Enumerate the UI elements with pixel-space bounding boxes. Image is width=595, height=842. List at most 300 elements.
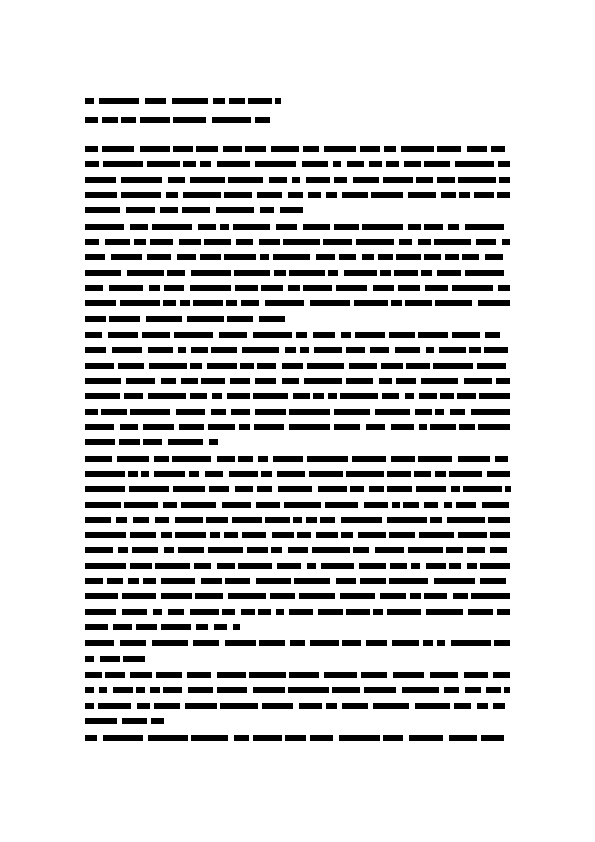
text-word-block	[352, 456, 386, 462]
text-word-block	[153, 609, 162, 615]
paragraph-line	[85, 687, 510, 694]
text-word-block	[477, 363, 506, 369]
text-word-block	[342, 703, 368, 709]
text-word-block	[220, 224, 229, 230]
text-word-block	[85, 563, 126, 569]
text-word-block	[426, 563, 446, 569]
text-word-block	[325, 502, 358, 508]
text-word-block	[85, 424, 114, 430]
text-word-block	[340, 593, 375, 599]
text-word-block	[290, 640, 305, 646]
text-word-block	[190, 285, 231, 291]
text-word-block	[257, 363, 276, 369]
text-word-block	[465, 224, 504, 230]
text-word-block	[387, 471, 411, 477]
text-word-block	[164, 285, 184, 291]
text-word-block	[276, 224, 297, 230]
text-word-block	[336, 285, 367, 291]
text-word-block	[85, 578, 103, 584]
text-word-block	[362, 254, 374, 260]
text-word-block	[103, 161, 143, 167]
text-word-block	[124, 502, 158, 508]
text-word-block	[149, 285, 160, 291]
text-word-block	[410, 593, 421, 599]
text-word-block	[140, 117, 170, 123]
text-word-block	[451, 640, 491, 646]
text-word-block	[424, 254, 441, 260]
text-word-block	[350, 486, 364, 492]
text-word-block	[328, 270, 338, 276]
text-word-block	[419, 424, 427, 430]
text-word-block	[217, 687, 247, 693]
text-word-block	[464, 672, 488, 678]
text-word-block	[421, 378, 458, 384]
text-word-block	[187, 316, 224, 322]
text-word-block	[227, 393, 250, 399]
text-word-block	[248, 98, 272, 104]
text-word-block	[289, 672, 319, 678]
text-word-block	[151, 718, 164, 724]
text-word-block	[191, 347, 208, 353]
text-word-block	[478, 300, 510, 306]
text-word-block	[389, 332, 415, 338]
text-word-block	[226, 300, 237, 306]
text-word-block	[361, 672, 387, 678]
text-word-block	[209, 439, 218, 445]
text-word-block	[288, 547, 308, 553]
paragraph-line	[85, 207, 303, 214]
text-word-block	[85, 593, 118, 599]
text-word-block	[181, 502, 216, 508]
text-word-block	[288, 687, 329, 693]
text-word-block	[485, 254, 503, 260]
text-word-block	[256, 502, 280, 508]
text-word-block	[85, 146, 98, 152]
text-word-block	[259, 640, 285, 646]
paragraph-line	[85, 532, 510, 539]
text-word-block	[201, 378, 225, 384]
text-word-block	[449, 471, 482, 477]
text-word-block	[173, 146, 193, 152]
text-word-block	[122, 593, 156, 599]
text-word-block	[124, 393, 143, 399]
text-word-block	[324, 146, 356, 152]
text-word-block	[204, 239, 231, 245]
text-word-block	[217, 672, 246, 678]
text-word-block	[183, 161, 196, 167]
text-word-block	[145, 98, 166, 104]
text-word-block	[478, 424, 510, 430]
text-word-block	[195, 593, 223, 599]
text-word-block	[347, 161, 364, 167]
text-word-block	[98, 703, 131, 709]
text-word-block	[324, 672, 357, 678]
text-word-block	[419, 393, 437, 399]
text-word-block	[423, 640, 433, 646]
text-word-block	[424, 502, 438, 508]
text-word-block	[85, 687, 94, 693]
text-word-block	[269, 177, 287, 183]
text-word-block	[288, 192, 303, 198]
paragraph-line	[85, 609, 510, 616]
text-word-block	[136, 687, 145, 693]
text-word-block	[161, 593, 192, 599]
text-word-block	[444, 687, 459, 693]
text-word-block	[491, 146, 505, 152]
paragraph-line	[85, 378, 510, 385]
text-word-block	[326, 192, 337, 198]
text-word-block	[216, 207, 254, 213]
text-word-block	[196, 146, 218, 152]
text-word-block	[497, 609, 510, 615]
text-word-block	[85, 624, 108, 630]
text-word-block	[493, 672, 510, 678]
text-word-block	[173, 486, 205, 492]
text-word-block	[292, 177, 300, 183]
text-word-block	[109, 316, 140, 322]
text-word-block	[193, 300, 223, 306]
paragraph-line	[85, 456, 510, 463]
text-word-block	[280, 207, 303, 213]
text-word-block	[255, 378, 276, 384]
text-word-block	[255, 409, 286, 415]
text-word-block	[163, 687, 182, 693]
text-word-block	[490, 532, 510, 538]
text-word-block	[142, 332, 170, 338]
text-word-block	[434, 239, 471, 245]
text-word-block	[354, 300, 388, 306]
text-word-block	[371, 192, 403, 198]
paragraph-line	[85, 316, 285, 323]
text-word-block	[488, 517, 510, 523]
text-word-block	[155, 517, 169, 523]
text-word-block	[150, 687, 160, 693]
text-word-block	[375, 547, 404, 553]
text-word-block	[265, 517, 290, 523]
text-word-block	[391, 300, 402, 306]
text-word-block	[307, 456, 348, 462]
text-word-block	[299, 703, 322, 709]
text-word-block	[257, 192, 282, 198]
text-word-block	[147, 254, 171, 260]
header-line	[85, 117, 270, 124]
text-word-block	[418, 456, 452, 462]
text-word-block	[85, 640, 114, 646]
text-word-block	[188, 687, 213, 693]
text-word-block	[289, 270, 325, 276]
text-word-block	[172, 456, 211, 462]
text-word-block	[310, 735, 333, 741]
text-word-block	[164, 547, 174, 553]
text-word-block	[284, 502, 321, 508]
text-word-block	[85, 332, 102, 338]
text-word-block	[452, 285, 493, 291]
text-word-block	[418, 239, 431, 245]
text-word-block	[149, 363, 187, 369]
text-word-block	[234, 270, 270, 276]
text-word-block	[482, 502, 509, 508]
text-word-block	[143, 424, 174, 430]
text-word-block	[396, 378, 416, 384]
text-word-block	[247, 547, 268, 553]
paragraph-line	[85, 254, 510, 261]
text-word-block	[111, 254, 142, 260]
text-word-block	[434, 578, 475, 584]
text-word-block	[102, 117, 118, 123]
text-word-block	[85, 456, 112, 462]
text-word-block	[378, 254, 393, 260]
text-word-block	[277, 471, 305, 477]
text-word-block	[339, 735, 380, 741]
text-word-block	[219, 332, 247, 338]
text-word-block	[471, 593, 510, 599]
text-word-block	[430, 672, 458, 678]
text-word-block	[339, 254, 356, 260]
text-word-block	[282, 363, 303, 369]
text-word-block	[224, 254, 256, 260]
text-word-block	[349, 363, 377, 369]
text-word-block	[360, 578, 386, 584]
text-word-block	[128, 471, 138, 477]
text-word-block	[273, 456, 303, 462]
text-word-block	[307, 563, 316, 569]
text-word-block	[132, 547, 158, 553]
text-word-block	[321, 563, 354, 569]
text-word-block	[393, 672, 424, 678]
text-word-block	[217, 456, 235, 462]
text-word-block	[454, 703, 471, 709]
text-word-block	[85, 239, 99, 245]
text-word-block	[399, 239, 412, 245]
text-word-block	[99, 687, 107, 693]
text-word-block	[408, 547, 443, 553]
text-word-block	[416, 486, 446, 492]
text-word-block	[239, 424, 250, 430]
text-word-block	[179, 424, 204, 430]
text-word-block	[312, 547, 350, 553]
text-word-block	[505, 486, 511, 492]
text-word-block	[229, 98, 245, 104]
paragraph-line	[85, 640, 510, 647]
text-word-block	[449, 735, 477, 741]
text-word-block	[187, 672, 211, 678]
text-word-block	[256, 578, 291, 584]
text-word-block	[405, 300, 432, 306]
paragraph-line	[85, 332, 510, 339]
text-word-block	[196, 624, 208, 630]
paragraph-line	[85, 300, 510, 307]
text-word-block	[497, 192, 510, 198]
paragraph-line	[85, 393, 510, 400]
text-word-block	[233, 624, 240, 630]
text-word-block	[123, 656, 145, 662]
text-word-block	[415, 703, 450, 709]
text-word-block	[182, 207, 210, 213]
text-word-block	[160, 207, 178, 213]
text-word-block	[411, 563, 420, 569]
text-word-block	[297, 532, 311, 538]
text-word-block	[447, 517, 485, 523]
text-word-block	[409, 735, 443, 741]
text-word-block	[154, 471, 185, 477]
paragraph-line	[85, 146, 510, 153]
text-word-block	[85, 502, 121, 508]
paragraph-line	[85, 363, 510, 370]
text-word-block	[130, 532, 156, 538]
text-word-block	[190, 609, 219, 615]
text-word-block	[273, 254, 310, 260]
text-word-block	[391, 424, 414, 430]
text-word-block	[493, 703, 505, 709]
text-word-block	[85, 254, 105, 260]
text-word-block	[191, 270, 231, 276]
text-word-block	[474, 192, 494, 198]
text-word-block	[85, 316, 106, 322]
text-word-block	[242, 347, 279, 353]
text-word-block	[102, 146, 134, 152]
text-word-block	[85, 517, 111, 523]
text-word-block	[116, 517, 127, 523]
text-word-block	[444, 502, 452, 508]
text-word-block	[156, 672, 182, 678]
text-word-block	[211, 409, 226, 415]
text-word-block	[440, 393, 454, 399]
text-word-block	[373, 703, 409, 709]
text-word-block	[161, 578, 195, 584]
text-word-block	[130, 563, 152, 569]
text-word-block	[416, 177, 433, 183]
paragraph-line	[85, 718, 164, 725]
text-word-block	[484, 347, 508, 353]
text-word-block	[456, 502, 476, 508]
text-word-block	[253, 332, 292, 338]
text-word-block	[458, 532, 487, 538]
text-word-block	[101, 409, 127, 415]
text-word-block	[435, 409, 444, 415]
text-word-block	[389, 578, 428, 584]
text-word-block	[105, 239, 130, 245]
text-word-block	[121, 192, 161, 198]
paragraph-line	[85, 517, 510, 524]
text-word-block	[242, 532, 266, 538]
text-word-block	[222, 502, 251, 508]
text-word-block	[496, 378, 510, 384]
text-word-block	[258, 609, 271, 615]
paragraph-line	[85, 347, 510, 354]
text-word-block	[373, 285, 394, 291]
text-word-block	[274, 270, 286, 276]
text-word-block	[126, 207, 155, 213]
text-word-block	[375, 409, 410, 415]
text-word-block	[201, 578, 222, 584]
text-word-block	[467, 563, 477, 569]
text-word-block	[430, 517, 442, 523]
text-word-block	[121, 177, 162, 183]
text-word-block	[275, 98, 281, 104]
text-word-block	[253, 687, 285, 693]
text-word-block	[439, 347, 466, 353]
text-word-block	[85, 532, 126, 538]
text-word-block	[143, 578, 156, 584]
text-word-block	[479, 393, 510, 399]
text-word-block	[490, 547, 507, 553]
text-word-block	[161, 624, 191, 630]
text-word-block	[129, 486, 169, 492]
text-word-block	[366, 424, 385, 430]
text-word-block	[306, 517, 317, 523]
paragraph-line	[85, 735, 510, 742]
text-word-block	[289, 409, 330, 415]
text-word-block	[303, 224, 330, 230]
text-word-block	[369, 486, 384, 492]
text-word-block	[314, 347, 342, 353]
text-word-block	[504, 687, 510, 693]
text-word-block	[85, 718, 117, 724]
text-word-block	[380, 593, 406, 599]
text-word-block	[85, 300, 116, 306]
text-word-block	[143, 439, 162, 445]
text-word-block	[359, 563, 386, 569]
text-word-block	[341, 332, 351, 338]
text-word-block	[307, 363, 344, 369]
text-word-block	[166, 192, 178, 198]
text-word-block	[217, 161, 250, 167]
text-word-block	[118, 547, 128, 553]
text-word-block	[437, 177, 455, 183]
paragraph-line	[85, 161, 510, 168]
text-word-block	[401, 146, 434, 152]
text-word-block	[446, 547, 463, 553]
text-word-block	[191, 735, 228, 741]
text-word-block	[136, 624, 157, 630]
paragraph-line	[85, 656, 145, 663]
text-word-block	[147, 161, 180, 167]
text-word-block	[381, 363, 403, 369]
text-word-block	[224, 192, 252, 198]
text-word-block	[140, 146, 170, 152]
text-word-block	[254, 424, 284, 430]
text-word-block	[364, 687, 396, 693]
text-word-block	[445, 254, 459, 260]
text-word-block	[318, 486, 347, 492]
text-word-block	[430, 424, 456, 430]
text-word-block	[272, 532, 294, 538]
text-word-block	[154, 456, 169, 462]
text-word-block	[148, 393, 186, 399]
text-word-block	[389, 532, 415, 538]
text-word-block	[386, 161, 399, 167]
text-word-block	[419, 532, 454, 538]
text-word-block	[262, 703, 293, 709]
text-word-block	[211, 347, 237, 353]
text-word-block	[113, 687, 133, 693]
text-word-block	[390, 563, 407, 569]
text-word-block	[130, 672, 152, 678]
text-word-block	[293, 517, 302, 523]
text-word-block	[122, 609, 147, 615]
text-word-block	[383, 735, 403, 741]
text-word-block	[85, 409, 98, 415]
text-word-block	[255, 161, 296, 167]
text-word-block	[227, 316, 253, 322]
text-word-block	[289, 609, 313, 615]
text-word-block	[391, 456, 415, 462]
text-word-block	[224, 532, 238, 538]
text-word-block	[121, 117, 136, 123]
text-word-block	[387, 517, 427, 523]
text-word-block	[425, 285, 448, 291]
text-word-block	[342, 640, 361, 646]
